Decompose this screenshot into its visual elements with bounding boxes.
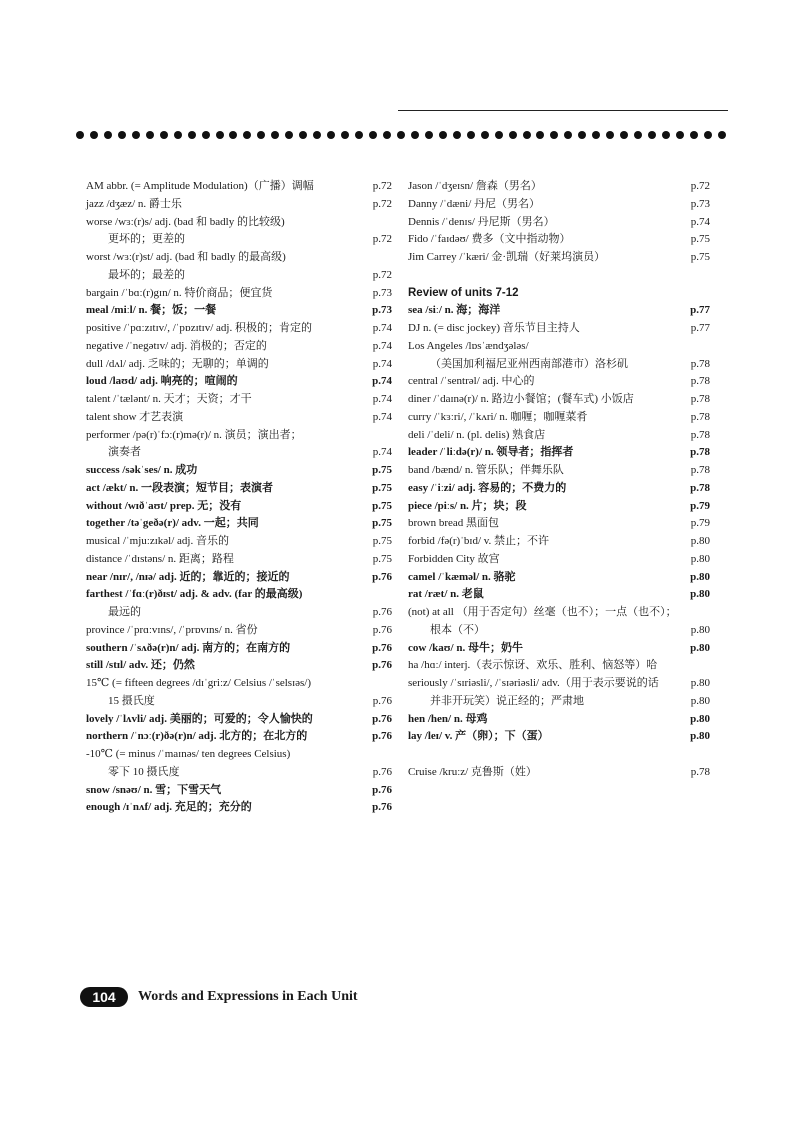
entry-page-ref: p.76 <box>372 623 392 636</box>
vocab-entry <box>86 675 392 693</box>
entry-text: distance /ˈdɪstəns/ n. 距离；路程 <box>86 552 234 565</box>
vocab-entry <box>408 196 710 214</box>
entry-page-ref: p.80 <box>690 641 710 654</box>
entry-text: easy /ˈiːzi/ adj. 容易的；不费力的 <box>408 481 567 494</box>
vocab-entry <box>408 391 710 409</box>
entry-page-ref: p.76 <box>372 730 392 743</box>
entry-page-ref: p.76 <box>372 570 392 583</box>
entry-page-ref: p.75 <box>690 233 710 246</box>
entry-text: DJ n. (= disc jockey) 音乐节目主持人 <box>408 322 580 334</box>
ornament-dot <box>132 131 140 139</box>
left-column <box>86 178 392 817</box>
vocab-entry <box>86 196 392 214</box>
vocab-entry <box>86 231 392 249</box>
entry-page-ref: p.78 <box>690 765 710 778</box>
ornament-dot <box>467 131 475 139</box>
ornament-dot <box>146 131 154 139</box>
entry-page-ref: p.80 <box>690 588 710 601</box>
vocab-entry <box>408 657 710 675</box>
vocab-entry <box>86 746 392 764</box>
entry-text: lovely /ˈlʌvli/ adj. 美丽的；可爱的；令人愉快的 <box>86 712 313 725</box>
entry-page-ref: p.74 <box>372 393 392 405</box>
vocab-entry <box>86 498 392 516</box>
entry-page-ref: p.78 <box>690 428 710 441</box>
entry-page-ref: p.73 <box>372 304 392 317</box>
ornament-dot <box>606 131 614 139</box>
vocab-entry <box>408 675 710 693</box>
ornament-dot <box>481 131 489 139</box>
ornament-dot <box>690 131 698 139</box>
entry-page-ref: p.78 <box>690 393 710 405</box>
ornament-dot <box>313 131 321 139</box>
vocab-entry <box>408 711 710 729</box>
vocab-entry <box>86 764 392 782</box>
entry-text: meal /miːl/ n. 餐；饭；一餐 <box>86 304 217 317</box>
vocab-entry <box>86 640 392 658</box>
ornament-dot <box>216 131 224 139</box>
entry-text: Los Angeles /lɒsˈændʒələs/ <box>408 339 529 352</box>
entry-text: together /təˈgeðə(r)/ adv. 一起；共同 <box>86 517 259 530</box>
ornament-dot <box>369 131 377 139</box>
ornament-dot <box>439 131 447 139</box>
entry-text: enough /ɪˈnʌf/ adj. 充足的；充分的 <box>86 801 252 814</box>
ornament-dot <box>550 131 558 139</box>
ornament-dot <box>257 131 265 139</box>
vocab-entry <box>408 178 710 196</box>
vocab-entry <box>408 462 710 480</box>
ornament-dot <box>425 131 433 139</box>
entry-page-ref: p.79 <box>690 499 710 512</box>
entry-page-ref: p.78 <box>690 446 710 459</box>
vocab-entry <box>408 231 710 249</box>
entry-text: cow /kaʊ/ n. 母牛；奶牛 <box>408 641 523 654</box>
vocab-entry <box>408 693 710 711</box>
entry-page-ref: p.72 <box>372 233 392 246</box>
ornament-dot <box>718 131 726 139</box>
entry-text: near /nɪr/, /nɪə/ adj. 近的；靠近的；接近的 <box>86 570 290 583</box>
entry-page-ref: p.78 <box>690 464 710 476</box>
review-heading: Review of units 7-12 <box>408 286 519 299</box>
entry-text: leader /ˈliːdə(r)/ n. 领导者；指挥者 <box>408 446 574 459</box>
vocab-entry <box>86 338 392 356</box>
entry-text: 根本（不） <box>430 623 485 636</box>
vocab-entry <box>86 214 392 232</box>
entry-page-ref: p.73 <box>372 286 392 299</box>
vocab-entry <box>86 586 392 604</box>
vocab-entry <box>408 515 710 533</box>
ornament-dot <box>704 131 712 139</box>
entry-text: Forbidden City 故宫 <box>408 552 500 565</box>
ornament-dot <box>243 131 251 139</box>
entry-text: 15℃ (= fifteen degrees /dɪˈgriːz/ Celsius /ˈselsɪəs/) <box>86 677 312 689</box>
ornament-dot <box>592 131 600 139</box>
entry-text: Jim Carrey /ˈkæri/ 金·凯瑞（好莱坞演员） <box>408 251 606 263</box>
vocab-entry <box>408 409 710 427</box>
ornament-dot <box>648 131 656 139</box>
entry-page-ref: p.77 <box>690 322 710 334</box>
vocab-entry <box>86 728 392 746</box>
ornament-dot <box>76 131 84 139</box>
entry-page-ref: p.78 <box>690 357 710 370</box>
entry-text: deli /ˈdeli/ n. (pl. delis) 熟食店 <box>408 428 546 441</box>
entry-text: Fido /ˈfaɪdəʊ/ 费多（文中指动物） <box>408 233 571 246</box>
entry-page-ref: p.76 <box>372 606 392 618</box>
entry-text: Jason /ˈdʒeɪsn/ 詹森（男名） <box>408 180 542 192</box>
vocab-entry <box>86 462 392 480</box>
vocab-entry <box>86 356 392 374</box>
vocab-entry <box>86 533 392 551</box>
vocab-entry <box>408 373 710 391</box>
entry-text: jazz /dʒæz/ n. 爵士乐 <box>86 197 182 210</box>
vocab-entry <box>408 622 710 640</box>
entry-text: 最远的 <box>108 606 141 618</box>
entry-page-ref: p.75 <box>690 251 710 263</box>
right-column <box>408 178 710 782</box>
entry-page-ref: p.79 <box>690 517 710 530</box>
entry-page-ref: p.74 <box>372 375 392 388</box>
ornament-dot <box>383 131 391 139</box>
ornament-dot <box>299 131 307 139</box>
entry-text: AM abbr. (= Amplitude Modulation)（广播）调幅 <box>86 180 314 192</box>
page-footer <box>80 986 358 1008</box>
vocab-entry <box>86 515 392 533</box>
entry-page-ref: p.80 <box>690 694 710 707</box>
vocab-entry <box>86 782 392 800</box>
ornament-dot <box>285 131 293 139</box>
vocab-entry <box>86 427 392 445</box>
entry-text: (not) at all （用于否定句）丝毫（也不）；一点（也不）； <box>408 606 677 618</box>
entry-page-ref: p.74 <box>372 339 392 352</box>
vocab-entry <box>86 302 392 320</box>
vocab-entry <box>86 622 392 640</box>
entry-text: southern /ˈsʌðə(r)n/ adj. 南方的；在南方的 <box>86 641 291 654</box>
ornament-dot <box>271 131 279 139</box>
entry-page-ref: p.75 <box>372 517 392 530</box>
entry-page-ref: p.75 <box>372 481 392 494</box>
vocab-entry <box>86 409 392 427</box>
vocab-entry <box>408 320 710 338</box>
vocab-entry <box>86 391 392 409</box>
vocab-entry <box>86 249 392 267</box>
entry-page-ref: p.74 <box>372 322 392 334</box>
ornament-dot <box>634 131 642 139</box>
ornament-dot <box>229 131 237 139</box>
vocab-entry <box>86 569 392 587</box>
ornament-dot <box>453 131 461 139</box>
vocab-entry <box>86 480 392 498</box>
vocab-entry <box>408 480 710 498</box>
ornament-dot <box>341 131 349 139</box>
vocab-entry <box>86 373 392 391</box>
vocab-entry <box>86 551 392 569</box>
ornament-dot <box>160 131 168 139</box>
entry-page-ref: p.78 <box>690 410 710 423</box>
entry-text: 15 摄氏度 <box>108 694 155 707</box>
entry-page-ref: p.74 <box>372 410 392 423</box>
vocab-entry <box>408 338 710 356</box>
ornament-dot <box>174 131 182 139</box>
ornament-dot <box>495 131 503 139</box>
entry-page-ref: p.75 <box>372 552 392 565</box>
entry-page-ref: p.74 <box>690 215 710 228</box>
vocab-entry <box>408 569 710 587</box>
vocab-entry <box>86 285 392 303</box>
entry-page-ref: p.75 <box>372 499 392 512</box>
entry-text: worst /wɜː(r)st/ adj. (bad 和 badly 的最高级) <box>86 251 286 263</box>
vocab-entry <box>86 604 392 622</box>
ornament-dot <box>662 131 670 139</box>
entry-text: 最坏的；最差的 <box>108 268 185 281</box>
entry-text: talent show 才艺表演 <box>86 410 184 423</box>
ornament-dot <box>509 131 517 139</box>
entry-text: brown bread 黑面包 <box>408 517 500 530</box>
entry-text: musical /ˈmjuːzɪkəl/ adj. 音乐的 <box>86 535 229 547</box>
entry-text: band /bænd/ n. 管乐队；伴舞乐队 <box>408 464 564 476</box>
entry-page-ref: p.80 <box>690 677 710 689</box>
entry-text: still /stɪl/ adv. 还；仍然 <box>86 659 195 672</box>
entry-text: 并非开玩笑）说正经的；严肃地 <box>430 694 584 707</box>
entry-page-ref: p.72 <box>690 180 710 192</box>
footer-title: Words and Expressions in Each Unit <box>138 989 358 1004</box>
vocab-entry <box>408 604 710 622</box>
entry-text: camel /ˈkæməl/ n. 骆驼 <box>408 570 516 583</box>
vocab-entry <box>408 498 710 516</box>
entry-text: snow /snəʊ/ n. 雪；下雪天气 <box>86 783 222 796</box>
ornament-dot <box>397 131 405 139</box>
review-words-list <box>408 302 710 746</box>
vocab-entry <box>86 693 392 711</box>
vocab-entry <box>408 551 710 569</box>
entry-page-ref: p.72 <box>372 180 392 192</box>
entry-text: 更坏的；更差的 <box>108 233 185 246</box>
entry-text: central /ˈsentrəl/ adj. 中心的 <box>408 375 535 388</box>
entry-text: loud /laʊd/ adj. 响亮的；喧闹的 <box>86 375 238 388</box>
ornament-dot <box>620 131 628 139</box>
entry-text: success /səkˈses/ n. 成功 <box>86 464 198 476</box>
ornament-dot <box>536 131 544 139</box>
entry-page-ref: p.80 <box>690 730 710 743</box>
ornament-dot <box>676 131 684 139</box>
ornament-dot <box>104 131 112 139</box>
entry-text: rat /ræt/ n. 老鼠 <box>408 588 484 601</box>
entry-text: bargain /ˈbɑː(r)gɪn/ n. 特价商品；便宜货 <box>86 286 273 299</box>
vocab-entry <box>408 586 710 604</box>
vocab-entry <box>408 728 710 746</box>
ornament-dot <box>523 131 531 139</box>
vocab-entry <box>408 640 710 658</box>
vocab-entry <box>408 764 710 782</box>
entry-page-ref: p.76 <box>372 641 392 654</box>
entry-text: northern /ˈnɔː(r)ðə(r)n/ adj. 北方的；在北方的 <box>86 730 308 743</box>
entry-text: -10℃ (= minus /ˈmaɪnəs/ ten degrees Celsius) <box>86 748 291 760</box>
vocab-entry <box>408 356 710 374</box>
entry-text: worse /wɜː(r)s/ adj. (bad 和 badly 的比较级) <box>86 215 285 228</box>
vocab-entry <box>86 320 392 338</box>
entry-text: without /wɪðˈaʊt/ prep. 无；没有 <box>86 499 242 512</box>
entry-text: lay /leɪ/ v. 产（卵）；下（蛋） <box>408 730 549 743</box>
entry-page-ref: p.78 <box>690 481 710 494</box>
entry-page-ref: p.73 <box>690 197 710 210</box>
entry-text: performer /pə(r)ˈfɔː(r)mə(r)/ n. 演员；演出者； <box>86 428 302 441</box>
entry-text: ha /hɑː/ interj.（表示惊讶、欢乐、胜利、恼怒等）哈 <box>408 659 658 672</box>
proper-nouns-list <box>408 178 710 267</box>
entry-text: Dennis /ˈdenɪs/ 丹尼斯（男名） <box>408 215 555 228</box>
spacer <box>408 267 710 285</box>
entry-page-ref: p.76 <box>372 712 392 725</box>
entry-text: curry /ˈkɜːri/, /ˈkʌri/ n. 咖喱；咖喱菜肴 <box>408 410 588 423</box>
page-number-badge: 104 <box>80 987 128 1007</box>
ornament-dot <box>564 131 572 139</box>
entry-text: positive /ˈpɑːzɪtɪv/, /ˈpɒzɪtɪv/ adj. 积极的；肯定的 <box>86 322 312 334</box>
ornament-dot <box>188 131 196 139</box>
entry-page-ref: p.72 <box>372 197 392 210</box>
review-proper-nouns-list <box>408 764 710 782</box>
vocab-entry <box>86 444 392 462</box>
entry-page-ref: p.75 <box>372 535 392 547</box>
entry-page-ref: p.80 <box>690 623 710 636</box>
entry-page-ref: p.78 <box>690 375 710 388</box>
vocab-entry <box>408 214 710 232</box>
ornament-dot <box>118 131 126 139</box>
entry-text: farthest /ˈfɑː(r)ðɪst/ adj. & adv. (far 的最高级) <box>86 588 303 601</box>
top-rule <box>398 110 728 111</box>
vocab-entry <box>408 249 710 267</box>
ornament-dot <box>355 131 363 139</box>
entry-text: sea /siː/ n. 海；海洋 <box>408 304 501 317</box>
entry-text: act /ækt/ n. 一段表演；短节目；表演者 <box>86 481 273 494</box>
entry-text: negative /ˈnegətɪv/ adj. 消极的；否定的 <box>86 339 267 352</box>
vocab-entry <box>408 533 710 551</box>
entry-text: forbid /fə(r)ˈbɪd/ v. 禁止；不许 <box>408 535 550 547</box>
entry-text: 演奏者 <box>108 446 141 459</box>
vocab-entry <box>86 267 392 285</box>
entry-page-ref: p.76 <box>372 659 392 672</box>
ornament-dot <box>327 131 335 139</box>
vocab-entry <box>86 799 392 817</box>
entry-text: Danny /ˈdæni/ 丹尼（男名） <box>408 197 540 210</box>
entry-text: province /ˈprɑːvɪns/, /ˈprɒvɪns/ n. 省份 <box>86 623 258 636</box>
entry-page-ref: p.80 <box>690 570 710 583</box>
entry-text: diner /ˈdaɪnə(r)/ n. 路边小餐馆；(餐车式) 小饭店 <box>408 393 634 405</box>
ornament-dot <box>90 131 98 139</box>
vocab-entry <box>86 178 392 196</box>
ornament-dot <box>411 131 419 139</box>
entry-text: seriously /ˈsɪriəsli/, /ˈsɪəriəsli/ adv.（用于表示要说的话 <box>408 677 659 689</box>
entry-text: Cruise /kruːz/ 克鲁斯（姓） <box>408 765 537 778</box>
vocab-entry <box>408 444 710 462</box>
entry-page-ref: p.74 <box>372 446 392 459</box>
entry-text: （美国加利福尼亚州西南部港市）洛杉矶 <box>430 357 628 370</box>
entry-page-ref: p.80 <box>690 712 710 725</box>
entry-text: piece /piːs/ n. 片；块；段 <box>408 499 527 512</box>
ornament-dot <box>202 131 210 139</box>
vocab-entry <box>408 302 710 320</box>
ornament-dot <box>578 131 586 139</box>
entry-page-ref: p.76 <box>372 783 392 796</box>
entry-page-ref: p.76 <box>372 765 392 778</box>
entry-text: 零下 10 摄氏度 <box>108 765 180 778</box>
entry-page-ref: p.80 <box>690 552 710 565</box>
vocab-entry <box>86 657 392 675</box>
entry-text: hen /hen/ n. 母鸡 <box>408 712 488 725</box>
entry-page-ref: p.72 <box>372 268 392 281</box>
entry-text: dull /dʌl/ adj. 乏味的；无聊的；单调的 <box>86 357 269 370</box>
entry-page-ref: p.77 <box>690 304 710 317</box>
entry-text: talent /ˈtælənt/ n. 天才；天资；才干 <box>86 393 252 405</box>
vocab-entry <box>86 711 392 729</box>
entry-page-ref: p.80 <box>690 535 710 547</box>
entry-page-ref: p.75 <box>372 464 392 476</box>
entry-page-ref: p.74 <box>372 357 392 370</box>
spacer <box>408 746 710 764</box>
vocab-entry <box>408 427 710 445</box>
entry-page-ref: p.76 <box>372 694 392 707</box>
dotted-ornament-rule <box>76 128 726 142</box>
entry-page-ref: p.76 <box>372 801 392 814</box>
